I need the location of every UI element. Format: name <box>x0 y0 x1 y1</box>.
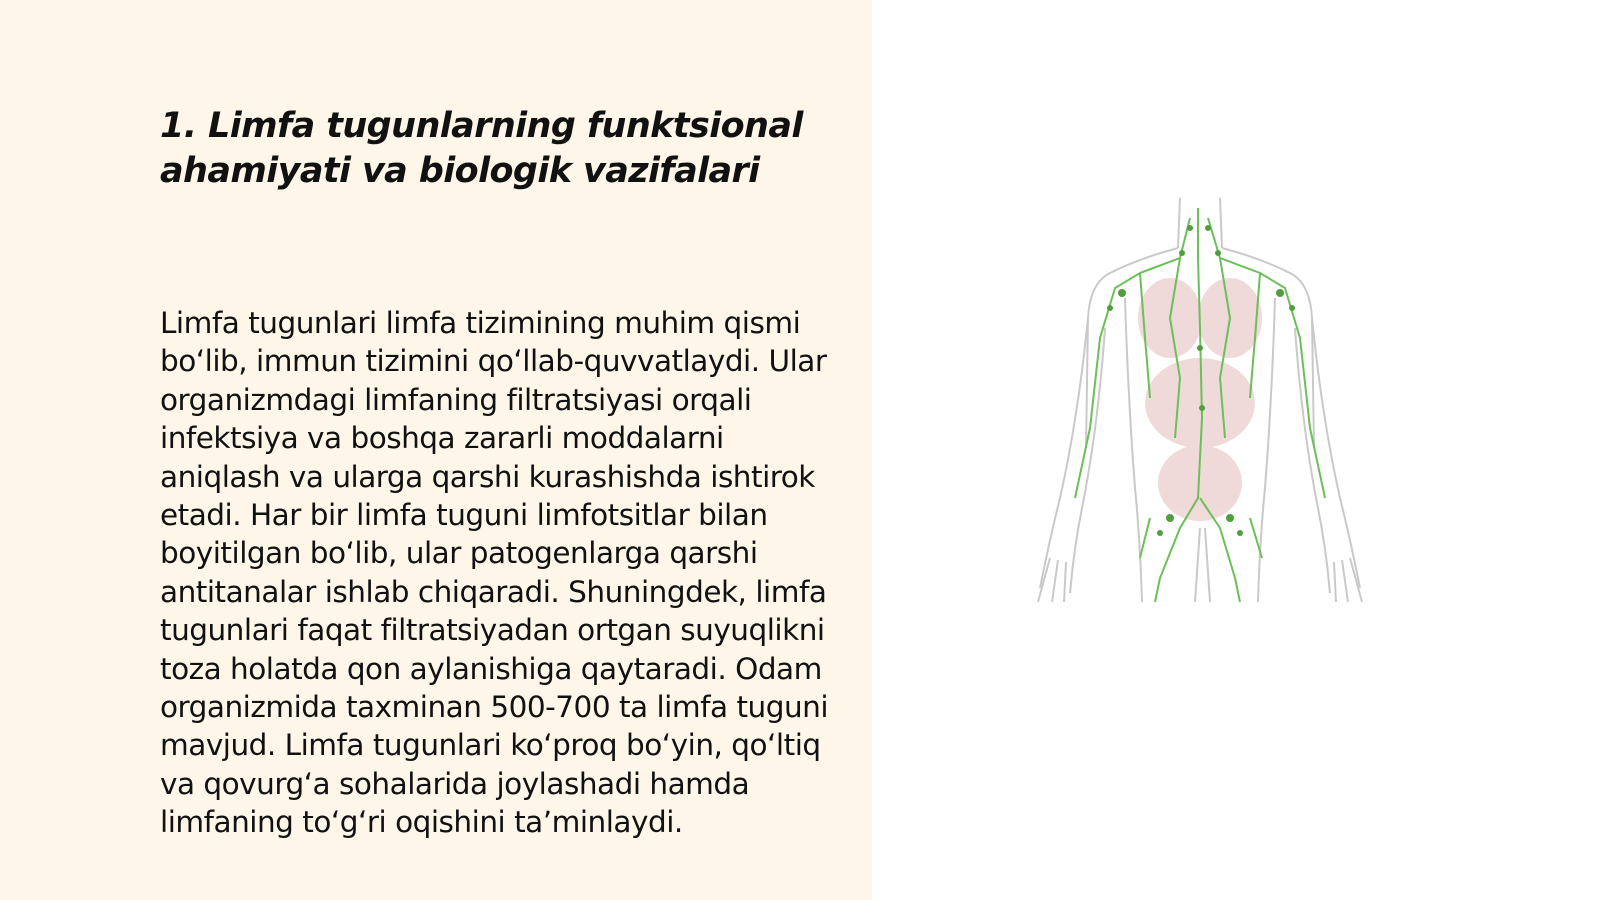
slide-body-text: Limfa tugunlari limfa tizimining muhim qismi bo‘lib, immun tizimini qo‘llab-quvvatlaydi. Ular organizmdagi limfaning filtratsiyasi orqali infektsiya va boshqa zararli moddalarni aniqlash va ularga qarshi kurashishda ishtirok etadi. Har bir limfa tuguni limfotsitlar bilan boyitilgan bo‘lib, ular patogenlarga qarshi antitanalar ishlab chiqaradi. Shuningdek, limfa tugunlari faqat filtratsiyadan ortgan suyuqlikni toza holatda qon aylanishiga qaytaradi. Odam organizmida taxminan 500-700 ta limfa tuguni mavjud. Limfa tugunlari ko‘proq bo‘yin, qo‘ltiq va qovurg‘a sohalarida joylashadi hamda limfaning to‘g‘ri oqishini ta’minlaydi. <box>160 306 829 840</box>
lymphatic-system-figure-icon <box>1030 198 1370 602</box>
slide-title: 1. Limfa tugunlarning funktsional ahamiyati va biologik vazifalari <box>160 106 803 191</box>
